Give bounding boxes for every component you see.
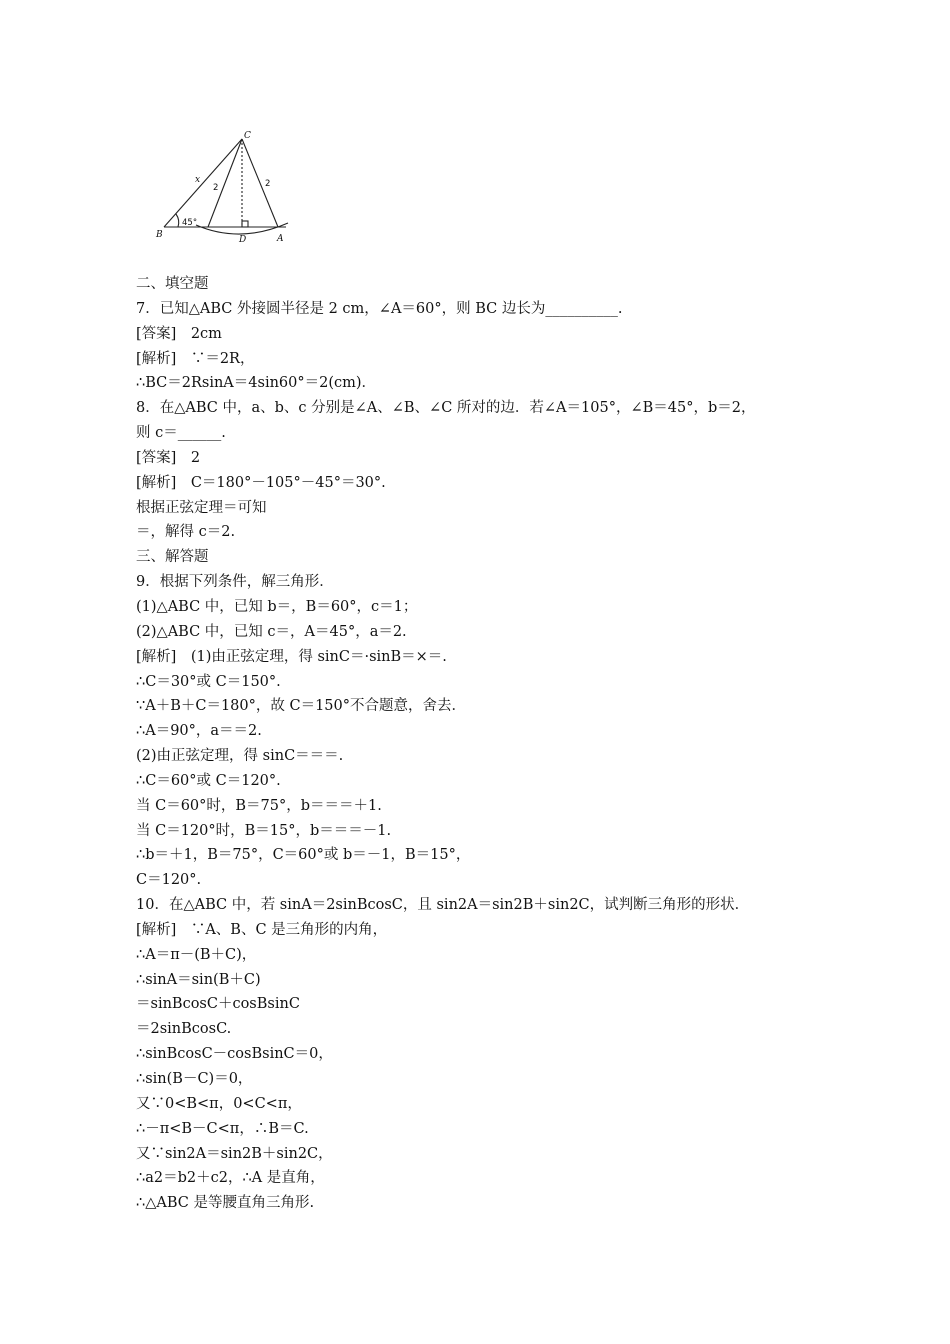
label-d: D xyxy=(239,235,247,245)
question-10: 10．在△ABC 中，若 sinA＝2sinBcosC，且 sin2A＝sin2B＋sin2C，试判断三角形的形状． xyxy=(136,897,750,914)
right-angle-mark xyxy=(242,221,248,227)
label-angle-45: 45° xyxy=(182,218,198,228)
analysis-10-line-6: ∴sinBcosC－cosBsinC＝0， xyxy=(136,1046,333,1063)
question-8-line-1: 8．在△ABC 中，a、b、c 分别是∠A、∠B、∠C 所对的边．若∠A＝105°，∠B＝45°，b＝2， xyxy=(136,400,756,417)
analysis-9-line-6: ∴C＝60°或 C＝120°. xyxy=(136,772,281,789)
analysis-9-line-2: ∴C＝30°或 C＝150°. xyxy=(136,673,281,690)
analysis-9-line-10: C＝120°. xyxy=(136,872,202,889)
triangle-diagram xyxy=(148,126,296,252)
analysis-10-line-12: ∴△ABC 是等腰直角三角形. xyxy=(136,1195,315,1212)
analysis-9-line-1: [解析] (1)由正弦定理，得 sinC＝·sinB＝×＝. xyxy=(136,648,447,665)
label-side-2-right: 2 xyxy=(265,179,271,189)
analysis-10-line-4: ＝sinBcosC＋cosBsinC xyxy=(136,996,300,1013)
angle-arc xyxy=(176,214,179,227)
analysis-10-line-8: 又∵0<B<π，0<C<π， xyxy=(136,1095,302,1112)
analysis-10-line-7: ∴sin(B－C)＝0， xyxy=(136,1071,253,1087)
analysis-10-line-11: ∴a2＝b2＋c2，∴A 是直角， xyxy=(136,1170,325,1187)
analysis-9-line-4: ∴A＝90°，a＝＝2. xyxy=(136,723,262,740)
analysis-10-line-2: ∴A＝π－(B＋C)， xyxy=(136,946,257,963)
label-a: A xyxy=(277,234,284,244)
label-c: C xyxy=(244,131,251,141)
analysis-9-line-3: ∵A＋B＋C＝180°，故 C＝150°不合题意，舍去． xyxy=(136,698,467,715)
analysis-10-line-9: ∴－π<B－C<π，∴B＝C. xyxy=(136,1120,309,1137)
question-9-part-1: (1)△ABC 中，已知 b＝，B＝60°，c＝1； xyxy=(136,598,418,615)
question-7: 7．已知△ABC 外接圆半径是 2 cm，∠A＝60°，则 BC 边长为__________. xyxy=(136,300,623,317)
label-b: B xyxy=(156,230,163,240)
analysis-10-line-3: ∴sinA＝sin(B＋C) xyxy=(136,971,261,988)
section-heading-solve: 三、解答题 xyxy=(136,549,209,566)
document-text xyxy=(136,272,836,1216)
analysis-8-line-1: [解析] C＝180°－105°－45°＝30°. xyxy=(136,474,386,491)
analysis-10-line-5: ＝2sinBcosC. xyxy=(136,1021,232,1038)
analysis-9-line-8: 当 C＝120°时，B＝15°，b＝＝＝－1. xyxy=(136,822,392,839)
analysis-7-line-1: [解析] ∵＝2R， xyxy=(136,350,255,367)
analysis-9-line-9: ∴b＝＋1，B＝75°，C＝60°或 b＝－1，B＝15°， xyxy=(136,847,471,864)
section-heading-fill-blank: 二、填空题 xyxy=(136,276,209,292)
triangle-figure xyxy=(148,126,296,252)
question-9: 9．根据下列条件，解三角形． xyxy=(136,574,334,591)
question-9-part-2: (2)△ABC 中，已知 c＝，A＝45°，a＝2. xyxy=(136,623,407,640)
analysis-7-line-2: ∴BC＝2RsinA＝4sin60°＝2(cm)． xyxy=(136,375,377,392)
analysis-9-line-5: (2)由正弦定理，得 sinC＝＝＝. xyxy=(136,748,344,765)
analysis-10-line-1: [解析] ∵A、B、C 是三角形的内角， xyxy=(136,921,388,938)
answer-7: [答案] 2cm xyxy=(136,325,222,342)
analysis-8-line-3: ＝，解得 c＝2. xyxy=(136,524,236,541)
side-ca xyxy=(242,139,278,227)
analysis-9-line-7: 当 C＝60°时，B＝75°，b＝＝＝＋1. xyxy=(136,797,382,814)
answer-8: [答案] 2 xyxy=(136,449,201,466)
side-bc xyxy=(164,139,242,227)
label-side-2-left: 2 xyxy=(213,183,219,193)
analysis-8-line-2: 根据正弦定理＝可知 xyxy=(136,499,267,516)
analysis-10-line-10: 又∵sin2A＝sin2B＋sin2C， xyxy=(136,1145,333,1162)
question-8-line-2: 则 c＝______. xyxy=(136,425,226,442)
label-x: x xyxy=(195,175,201,185)
